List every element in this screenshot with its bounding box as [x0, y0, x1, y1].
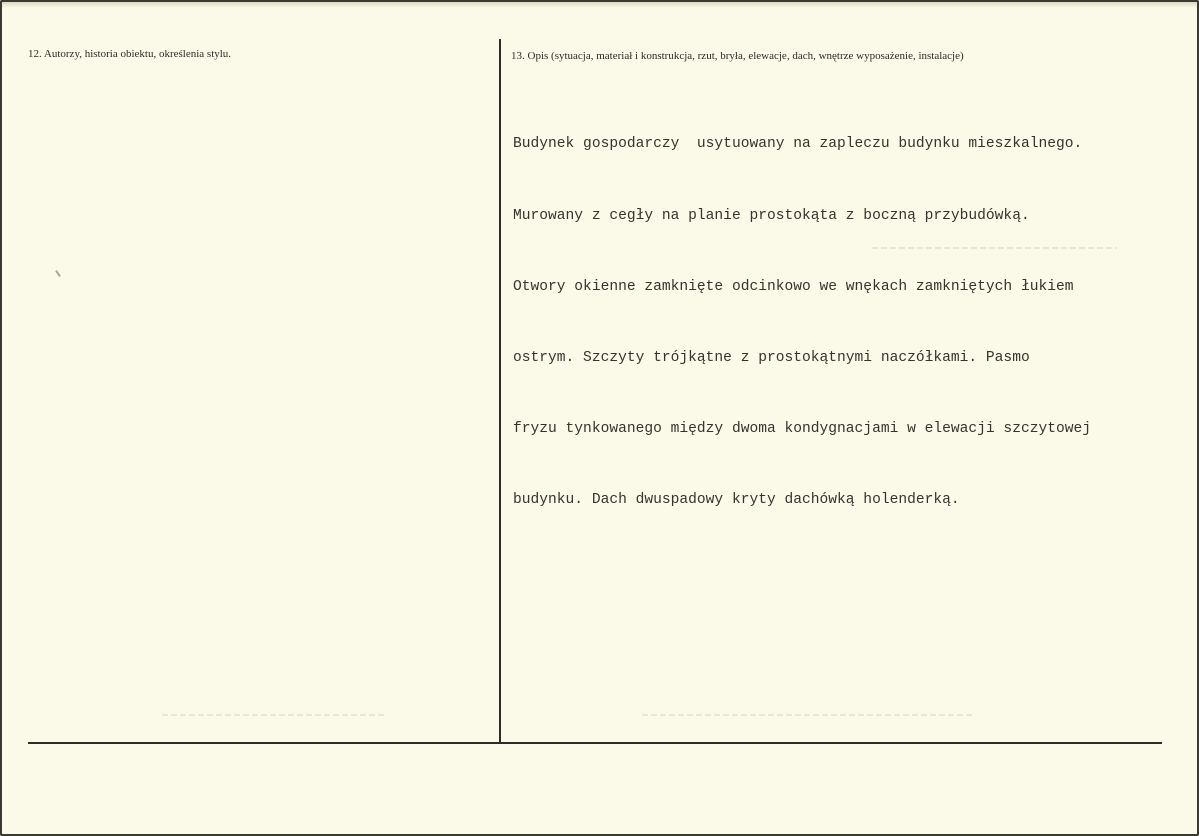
description-line: Murowany z cegły na planie prostokąta z boczną przybudówką.	[513, 207, 1030, 224]
show-through-mark	[162, 714, 387, 716]
card-top-shadow	[2, 2, 1197, 8]
show-through-mark	[872, 247, 1117, 249]
description-line: Budynek gospodarczy usytuowany na zapleczu budynku mieszkalnego.	[513, 136, 1083, 153]
field-12-label: 12. Autorzy, historia obiektu, określenia stylu.	[28, 48, 232, 60]
description-line: Otwory okienne zamknięte odcinkowo we wnękach zamkniętych łukiem	[513, 278, 1074, 295]
description-line: budynku. Dach dwuspadowy kryty dachówką holenderką.	[513, 491, 960, 508]
field-13-label: 13. Opis (sytuacja, materiał i konstrukcja, rzut, bryła, elewacje, dach, wnętrze wyposażenie, instalacje)	[511, 50, 964, 62]
description-line: ostrym. Szczyty trójkątne z prostokątnymi naczółkami. Pasmo	[513, 349, 1030, 366]
description-line: fryzu tynkowanego między dwoma kondygnacjami w elewacji szczytowej	[513, 420, 1092, 437]
field-13-description	[513, 86, 1193, 560]
paper-speck	[55, 270, 61, 277]
show-through-mark	[642, 714, 972, 716]
bottom-rule	[28, 742, 1162, 744]
column-divider	[499, 39, 501, 742]
